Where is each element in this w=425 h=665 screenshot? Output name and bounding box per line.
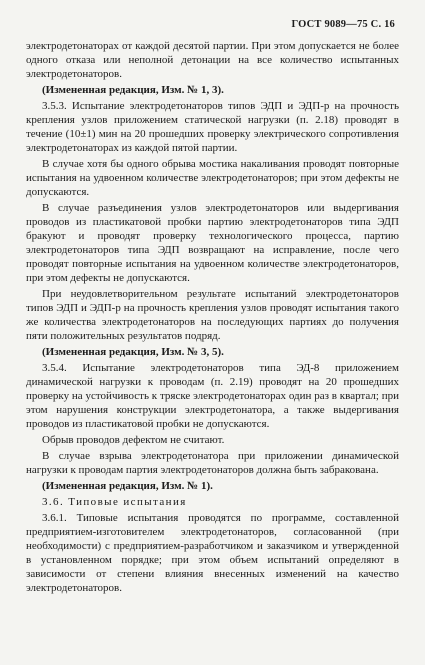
paragraph-disconnection: В случае разъединения узлов электродетонаторов или выдергивания проводов из пластикатовой пробки партию электродетонаторов типа ЭДП бракуют и проводят проверку технологического процесса, партию электродетонаторов типа ЭДП возвращают на исправление, после чего проводят повторные испытания на удвоенном количестве электродетонаторов, при этом дефекты не допускаются. — [26, 202, 399, 284]
paragraph-continuation: электродетонаторах от каждой десятой партии. При этом допускается не более одного отказа или неполной детонации на все количество испытанных электродетонаторов. — [26, 40, 399, 80]
paragraph-explosion: В случае взрыва электродетонатора при приложении динамической нагрузки к проводам партия электродетонаторов должна быть забракована. — [26, 450, 399, 476]
paragraph-unsatisfactory-result: При неудовлетворительном результате испытаний электродетонаторов типов ЭДП и ЭДП-р на прочность крепления узлов проводят испытания такого же количества электродетонаторов на последующих партиях до получения пяти положительных результатов подряд. — [26, 288, 399, 342]
page-header: ГОСТ 9089—75 С. 16 — [291, 19, 395, 30]
paragraph-wire-break: Обрыв проводов дефектом не считают. — [42, 434, 225, 446]
document-body — [26, 39, 399, 597]
revision-note-1-3: (Измененная редакция, Изм. № 1, 3). — [42, 84, 224, 96]
revision-note-1: (Измененная редакция, Изм. № 1). — [42, 480, 213, 492]
section-heading-3-6: 3.6. Типовые испытания — [42, 496, 187, 508]
paragraph-bridge-break: В случае хотя бы одного обрыва мостика накаливания проводят повторные испытания на удвоенном количестве электродетонаторов; при этом дефекты не допускаются. — [26, 158, 399, 198]
clause-3-6-1: 3.6.1. Типовые испытания проводятся по программе, составленной предприятием-изготовителем электродетонаторов, согласованной (при необходимости) с предприятием-разработчиком и заказчиком и утвержденной в установленном порядке; при этом объем испытаний определяют в зависимости от степени влияния внесенных изменений на качество электродетонаторов. — [26, 512, 399, 594]
revision-note-3-5: (Измененная редакция, Изм. № 3, 5). — [42, 346, 224, 358]
clause-3-5-3: 3.5.3. Испытание электродетонаторов типов ЭДП и ЭДП-р на прочность крепления узлов приложением статической нагрузки (п. 2.18) проводят в течение (10±1) мин на 20 прошедших проверку электрического сопротивления электродетонаторах из каждой пятой партии. — [26, 100, 399, 154]
clause-3-5-4: 3.5.4. Испытание электродетонаторов типа ЭД-8 приложением динамической нагрузки к проводам (п. 2.19) проводят на 20 прошедших проверку на устойчивость к тряске электродетонаторах один раз в квартал; при этом нарушения конструкции электродетонатора, а также выдергивания проводов из пластикатовой пробки не допускаются. — [26, 362, 399, 430]
